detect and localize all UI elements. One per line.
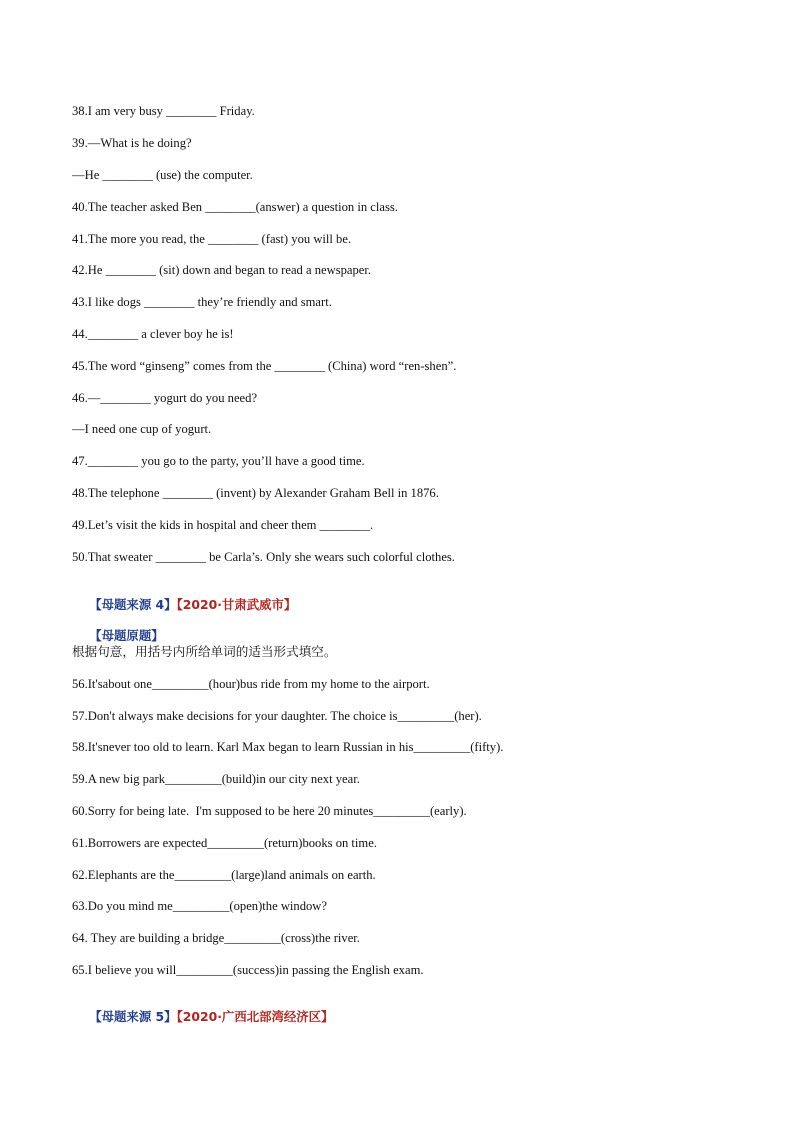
question-62: 62.Elephants are the_________(large)land animals on earth.	[72, 868, 376, 882]
question-65: 65.I believe you will_________(success)in passing the English exam.	[72, 963, 424, 977]
question-48: 48.The telephone ________ (invent) by Alexander Graham Bell in 1876.	[72, 486, 439, 500]
question-46-answer: —I need one cup of yogurt.	[72, 422, 212, 436]
question-45: 45.The word “ginseng” comes from the ________ (China) word “ren-shen”.	[72, 359, 457, 373]
question-58: 58.It'snever too old to learn. Karl Max began to learn Russian in his_________(fifty).	[72, 740, 504, 754]
question-56: 56.It'sabout one_________(hour)bus ride from my home to the airport.	[72, 677, 430, 691]
instruction-text: 根据句意，用括号内所给单词的适当形式填空。	[72, 644, 337, 659]
question-38: 38.I am very busy ________ Friday.	[72, 104, 255, 118]
question-40: 40.The teacher asked Ben ________(answer) a question in class.	[72, 200, 398, 214]
question-60: 60.Sorry for being late. I'm supposed to be here 20 minutes_________(early).	[72, 804, 467, 818]
source-tag: 【母题来源 4】	[89, 597, 177, 612]
question-63: 63.Do you mind me_________(open)the window?	[72, 899, 327, 913]
original-label: 【母题原题】	[89, 628, 164, 643]
source-tag: 【母题来源 5】	[89, 1009, 177, 1024]
question-47: 47.________ you go to the party, you’ll have a good time.	[72, 454, 365, 468]
question-64: 64. They are building a bridge_________(cross)the river.	[72, 931, 360, 945]
question-50: 50.That sweater ________ be Carla’s. Only she wears such colorful clothes.	[72, 550, 455, 564]
question-61: 61.Borrowers are expected_________(return)books on time.	[72, 836, 377, 850]
question-39-answer: —He ________ (use) the computer.	[72, 168, 253, 182]
question-49: 49.Let’s visit the kids in hospital and cheer them ________.	[72, 518, 374, 532]
question-57: 57.Don't always make decisions for your daughter. The choice is_________(her).	[72, 709, 482, 723]
question-43: 43.I like dogs ________ they’re friendly and smart.	[72, 295, 332, 309]
question-42: 42.He ________ (sit) down and began to read a newspaper.	[72, 263, 372, 277]
question-46: 46.—________ yogurt do you need?	[72, 391, 258, 405]
question-41: 41.The more you read, the ________ (fast) you will be.	[72, 232, 352, 246]
question-44: 44.________ a clever boy he is!	[72, 327, 234, 341]
source-heading-5	[72, 993, 333, 1041]
source-location: 【2020·甘肃武威市】	[176, 597, 297, 612]
source-location: 【2020·广西北部湾经济区】	[176, 1009, 334, 1024]
question-59: 59.A new big park_________(build)in our city next year.	[72, 772, 360, 786]
question-39: 39.—What is he doing?	[72, 136, 192, 150]
